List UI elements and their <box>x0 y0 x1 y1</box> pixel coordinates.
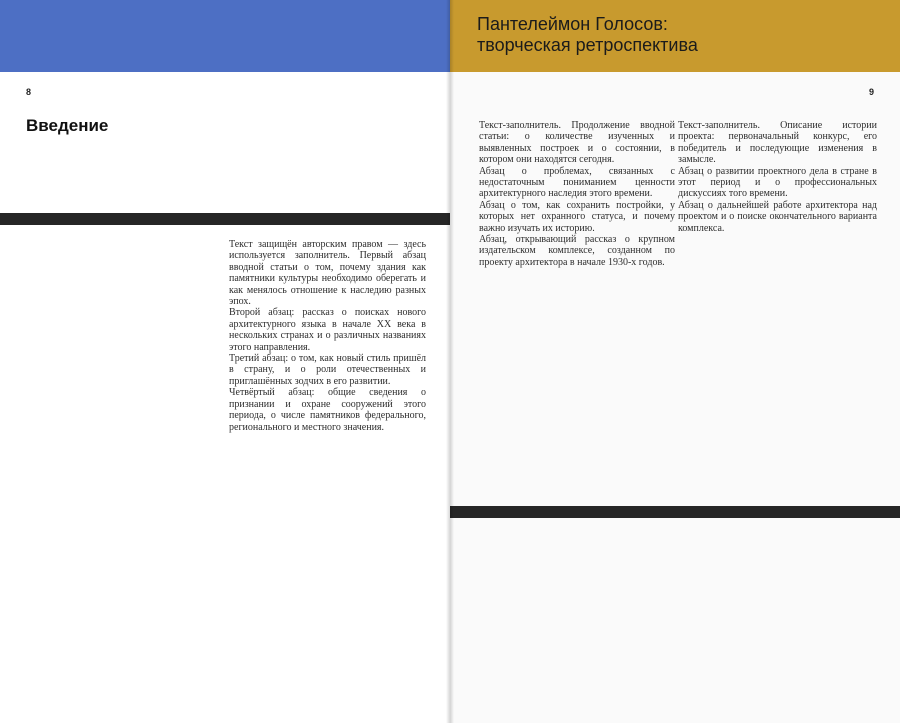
book-title <box>477 14 877 56</box>
book-title-line: Пантелеймон Голосов: <box>477 14 668 34</box>
right-text-column-1 <box>479 120 675 268</box>
paragraph: Текст-заполнитель. Описание истории проекта: первоначальный конкурс, его победитель и последующие изменения в замысле. <box>678 120 877 166</box>
right-page <box>450 0 900 723</box>
book-gutter-shadow <box>446 0 454 723</box>
right-black-rule <box>450 506 900 518</box>
left-black-rule <box>0 213 450 225</box>
left-color-band <box>0 0 450 72</box>
paragraph: Абзац о том, как сохранить постройки, у которых нет охранного статуса, и почему важно изучать их историю. <box>479 199 675 234</box>
book-title-line: творческая ретроспектива <box>477 35 698 55</box>
left-text-column <box>229 239 426 433</box>
paragraph: Текст защищён авторским правом — здесь используется заполнитель. Первый абзац вводной статьи о том, почему здания как памятники культуры необходимо оберегать и как менялось отношение к наследию разных эпох. <box>229 239 426 308</box>
paragraph: Второй абзац: рассказ о поисках нового архитектурного языка в начале XX века в нескольких странах и о различных названиях этого направления. <box>229 307 426 353</box>
chapter-heading: Введение <box>26 116 109 135</box>
paragraph: Четвёртый абзац: общие сведения о признании и охране сооружений этого периода, о числе памятников федерального, регионального и местного значения. <box>229 387 426 433</box>
paragraph: Текст-заполнитель. Продолжение вводной статьи: о количестве изученных и выявленных построек и о состоянии, в котором они находятся сегодня. <box>479 120 675 166</box>
paragraph: Абзац о проблемах, связанных с недостаточным пониманием ценности архитектурного наследия этого времени. <box>479 165 675 200</box>
paragraph: Абзац о дальнейшей работе архитектора над проектом и о поиске окончательного варианта комплекса. <box>678 199 877 234</box>
paragraph: Третий абзац: о том, как новый стиль пришёл в страну, и о роли отечественных и приглашённых зодчих в его развитии. <box>229 353 426 387</box>
right-page-number: 9 <box>868 87 874 97</box>
paragraph: Абзац о развитии проектного дела в стране в этот период и о профессиональных дискуссиях того времени. <box>678 165 877 200</box>
right-text-column-2 <box>678 120 877 234</box>
paragraph: Абзац, открывающий рассказ о крупном издательском комплексе, созданном по проекту архитектора в начале 1930-х годов. <box>479 234 675 268</box>
left-page-number: 8 <box>26 87 32 97</box>
left-bottom-fade <box>0 709 450 723</box>
